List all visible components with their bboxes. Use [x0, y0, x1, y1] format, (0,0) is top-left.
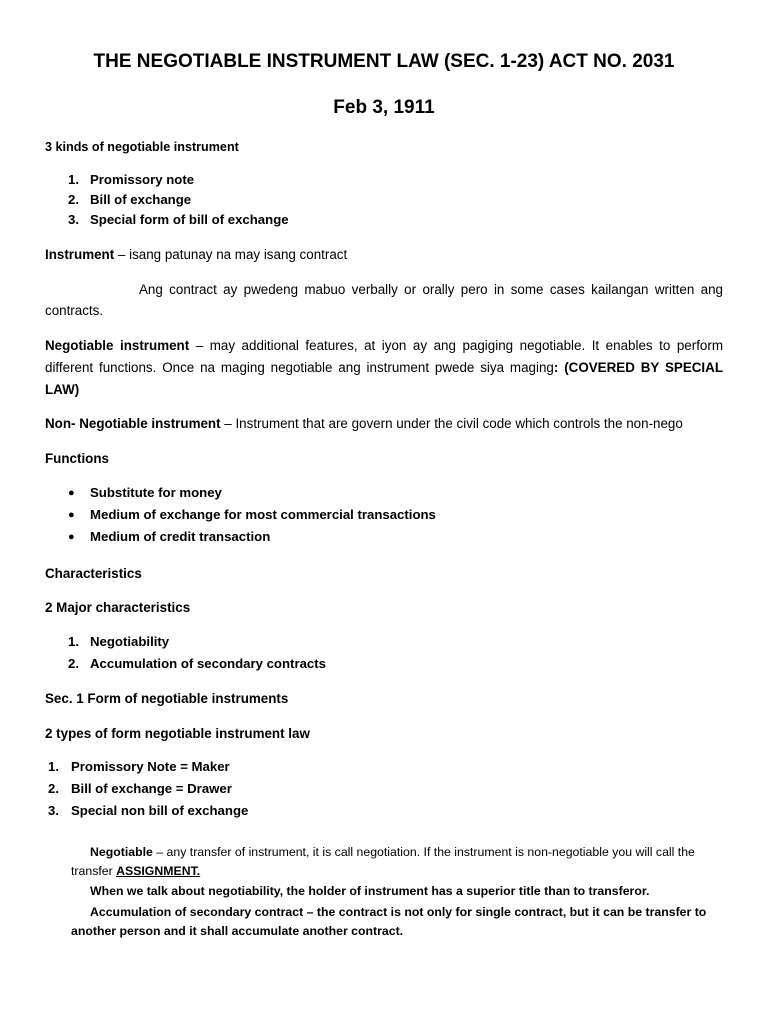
accumulation-note-line2: another person and it shall accumulate another contract. [71, 924, 404, 938]
negotiable-note-line2: transfer ASSIGNMENT. [71, 864, 201, 878]
list-item: 2. Bill of exchange = Drawer [48, 781, 232, 796]
negotiable-definition-line2: different functions. Once na maging negotiable ang instrument pwede siya maging: (COVERED BY SPECIAL [45, 360, 724, 375]
list-item: 2. Accumulation of secondary contracts [68, 656, 326, 671]
negotiability-note: When we talk about negotiability, the holder of instrument has a superior title than to transferor. [90, 884, 650, 898]
document-date: Feb 3, 1911 [333, 97, 435, 118]
list-item: 2. Bill of exchange [68, 192, 192, 207]
contract-paragraph-line2: contracts. [45, 303, 104, 318]
list-item: 1. Negotiability [68, 634, 170, 649]
instrument-definition: Instrument – isang patunay na may isang contract [45, 247, 348, 262]
negotiable-definition-line1: Negotiable instrument – may additional features, at iyon ay ang pagiging negotiable. It enables to perform [45, 338, 723, 353]
contract-paragraph-line1: Ang contract ay pwedeng mabuo verbally or orally pero in some cases kailangan written ang [139, 282, 723, 297]
kinds-heading: 3 kinds of negotiable instrument [45, 140, 239, 154]
negotiable-note-line1: Negotiable – any transfer of instrument, it is call negotiation. If the instrument is non-negotiable you will call the [90, 845, 695, 859]
list-item: 1. Promissory Note = Maker [48, 759, 230, 774]
list-item: ● Medium of exchange for most commercial transactions [68, 507, 436, 522]
types-heading: 2 types of form negotiable instrument law [45, 726, 310, 741]
list-item: 1. Promissory note [68, 172, 195, 187]
major-characteristics-heading: 2 Major characteristics [45, 600, 191, 615]
list-item: ● Substitute for money [68, 485, 222, 500]
characteristics-heading: Characteristics [45, 566, 142, 581]
assignment-term: ASSIGNMENT. [116, 864, 201, 878]
non-negotiable-definition: Non- Negotiable instrument – Instrument that are govern under the civil code which controls the non-nego [45, 416, 683, 431]
list-item: ● Medium of credit transaction [68, 529, 271, 544]
functions-heading: Functions [45, 451, 109, 466]
list-item: 3. Special form of bill of exchange [68, 212, 289, 227]
list-item: 3. Special non bill of exchange [48, 803, 249, 818]
sec1-heading: Sec. 1 Form of negotiable instruments [45, 691, 289, 706]
accumulation-note-line1: Accumulation of secondary contract – the contract is not only for single contract, but it can be transfer to [90, 905, 707, 919]
negotiable-definition-line3: LAW) [45, 382, 80, 397]
document-title: THE NEGOTIABLE INSTRUMENT LAW (SEC. 1-23) ACT NO. 2031 [93, 51, 675, 72]
